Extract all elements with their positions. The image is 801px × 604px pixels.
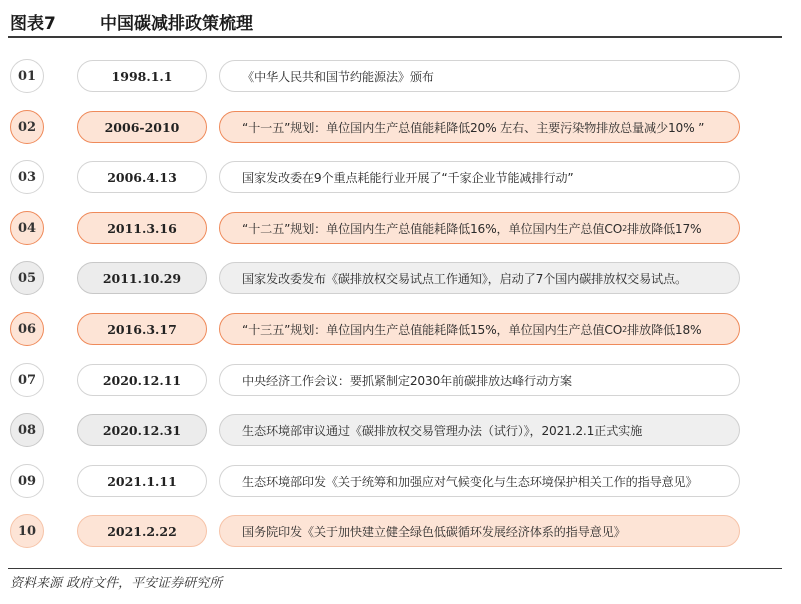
description-text: 国务院印发《关于加快建立健全绿色低碳循环发展经济体系的指导意见》 [242, 524, 626, 539]
timeline-row [0, 312, 801, 348]
timeline-row [0, 160, 801, 196]
row-description [219, 313, 740, 345]
timeline-row [0, 261, 801, 297]
description-text: 生态环境部印发《关于统筹和加强应对气候变化与生态环境保护相关工作的指导意见》 [242, 474, 698, 489]
row-description [219, 465, 740, 497]
description-text: 国家发改委在9个重点耗能行业开展了“千家企业节能减排行动” [242, 170, 574, 185]
row-date-pill: 2020.12.31 [77, 414, 207, 446]
row-date-pill: 2021.2.22 [77, 515, 207, 547]
row-date-pill: 2006-2010 [77, 111, 207, 143]
row-description [219, 414, 740, 446]
row-number-badge: 05 [10, 261, 44, 295]
description-text: “十二五”规划：单位国内生产总值能耗降低16%，单位国内生产总值CO [242, 221, 623, 236]
figure-number: 图表7 [10, 14, 56, 34]
description-text: 《中华人民共和国节约能源法》颁布 [242, 69, 434, 84]
description-text: 生态环境部审议通过《碳排放权交易管理办法（试行）》，2021.2.1正式实施 [242, 423, 643, 438]
row-number-badge: 10 [10, 514, 44, 548]
source-note: 资料来源 政府文件，平安证券研究所 [10, 576, 223, 591]
description-text: 中央经济工作会议：要抓紧制定2030年前碳排放达峰行动方案 [242, 373, 572, 388]
timeline-row [0, 514, 801, 550]
row-number-badge: 06 [10, 312, 44, 346]
subscript-text: 2 [622, 324, 627, 334]
row-date-pill: 2021.1.11 [77, 465, 207, 497]
description-text: 排放降低17% [626, 221, 702, 236]
timeline-row [0, 363, 801, 399]
row-date-pill: 2016.3.17 [77, 313, 207, 345]
row-description [219, 515, 740, 547]
timeline-row [0, 59, 801, 95]
subscript-text: 2 [622, 223, 627, 233]
row-number-badge: 01 [10, 59, 44, 93]
row-number-badge: 08 [10, 413, 44, 447]
footer-divider [8, 568, 782, 569]
row-number-badge: 02 [10, 110, 44, 144]
row-date-pill: 2011.10.29 [77, 262, 207, 294]
figure-title: 中国碳减排政策梳理 [100, 14, 253, 34]
description-text: “十一五”规划：单位国内生产总值能耗降低20% 左右、主要污染物排放总量减少10% ” [242, 120, 705, 135]
timeline-row [0, 464, 801, 500]
row-description [219, 111, 740, 143]
row-description [219, 212, 740, 244]
row-number-badge: 07 [10, 363, 44, 397]
row-number-badge: 04 [10, 211, 44, 245]
row-description [219, 364, 740, 396]
row-description [219, 161, 740, 193]
row-number-badge: 09 [10, 464, 44, 498]
description-text: 排放降低18% [626, 322, 702, 337]
row-date-pill: 2020.12.11 [77, 364, 207, 396]
description-text: “十三五”规划：单位国内生产总值能耗降低15%，单位国内生产总值CO [242, 322, 623, 337]
timeline-row [0, 413, 801, 449]
row-description [219, 60, 740, 92]
row-date-pill: 2011.3.16 [77, 212, 207, 244]
timeline-row [0, 211, 801, 247]
row-description [219, 262, 740, 294]
row-number-badge: 03 [10, 160, 44, 194]
timeline-row [0, 110, 801, 146]
description-text: 国家发改委发布《碳排放权交易试点工作通知》，启动了7个国内碳排放权交易试点。 [242, 271, 687, 286]
row-date-pill: 2006.4.13 [77, 161, 207, 193]
row-date-pill: 1998.1.1 [77, 60, 207, 92]
